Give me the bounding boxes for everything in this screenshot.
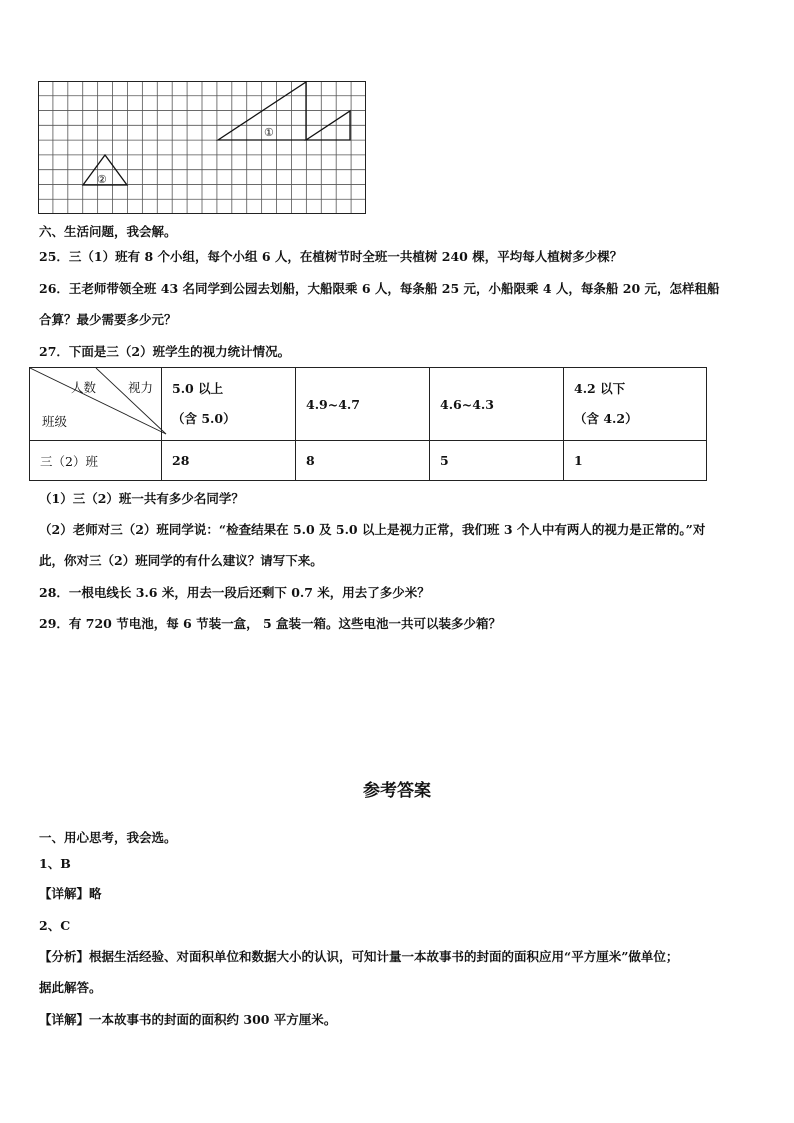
shape-2-label: ② [97,173,107,186]
column-1-line1: 5.0 以上 [172,381,224,396]
question-28: 28．一根电线长 3.6 米，用去一段后还剩下 0.7 米，用去了多少米？ [39,585,430,600]
question-26-line2: 合算？最少需要多少元？ [39,312,177,327]
answer-2-detail [39,1012,336,1028]
row-class-cell: 三（2）班 [30,441,162,481]
column-1-line2: （含 5.0） [172,411,236,426]
column-header-2 [296,368,430,441]
answer-2-analysis-text: 根据生活经验、对面积单位和数据大小的认识，可知计量一本故事书的封面的面积应用“平方厘米”做单位； [89,949,679,964]
header-people-label: 人数 [71,380,97,395]
column-3-line1: 4.6~4.3 [440,396,494,412]
answer-1: 1、B [39,856,71,871]
column-2-line1: 4.9~4.7 [306,396,360,412]
table-header-row [30,368,707,441]
question-27-part2-line1: （2）老师对三（2）班同学说：“检查结果在 5.0 及 5.0 以上是视力正常，我们班 3 个人中有两人的视力是正常的。”对 [39,522,706,537]
section6-heading: 六、生活问题，我会解。 [39,224,177,239]
row-value-1: 28 [162,441,296,481]
question-29: 29．有 720 节电池，每 6 节装一盒， 5 盒装一箱。这些电池一共可以装多少箱？ [39,616,501,631]
answer-1-detail-text: 略 [89,886,102,901]
answer-2-analysis-line2: 据此解答。 [39,980,102,995]
row-value-2: 8 [296,441,430,481]
answers-title: 参考答案 [363,781,431,801]
question-27: 27．下面是三（2）班学生的视力统计情况。 [39,344,291,359]
answer-2-analysis-line1 [39,949,678,965]
question-27-part2-line2: 此，你对三（2）班同学的有什么建议？请写下来。 [39,553,323,568]
answer-2-analysis-tag: 【分析】 [39,949,90,964]
column-header-3 [430,368,564,441]
header-diagonal-cell [30,368,162,441]
question-27-part1: （1）三（2）班一共有多少名同学？ [39,491,244,506]
question-25: 25．三（1）班有 8 个小组，每个小组 6 人，在植树节时全班一共植树 240 棵，平均每人植树多少棵？ [39,249,623,264]
table-row [30,441,707,481]
header-class-label: 班级 [42,414,68,429]
answer-2: 2、C [39,918,71,933]
header-vision-label: 视力 [128,380,154,395]
column-4-line1: 4.2 以下 [574,381,626,396]
grid-lines [38,81,366,214]
row-value-3: 5 [430,441,564,481]
answer-2-detail-tag: 【详解】 [39,1012,90,1027]
shape-1-label: ① [264,126,274,139]
row-value-4: 1 [564,441,707,481]
column-header-1 [162,368,296,441]
answers-section1-heading: 一、用心思考，我会选。 [39,830,177,845]
column-4-line2: （含 4.2） [574,411,638,426]
grid-figure [38,81,367,215]
answer-2-detail-text: 一本故事书的封面的面积约 300 平方厘米。 [89,1012,337,1027]
column-header-4 [564,368,707,441]
answer-1-detail-tag: 【详解】 [39,886,90,901]
answer-1-detail [39,886,102,902]
question-26-line1: 26．王老师带领全班 43 名同学到公园去划船，大船限乘 6 人，每条船 25 元，小船限乘 4 人，每条船 20 元，怎样租船 [39,281,720,296]
vision-table [29,367,707,481]
